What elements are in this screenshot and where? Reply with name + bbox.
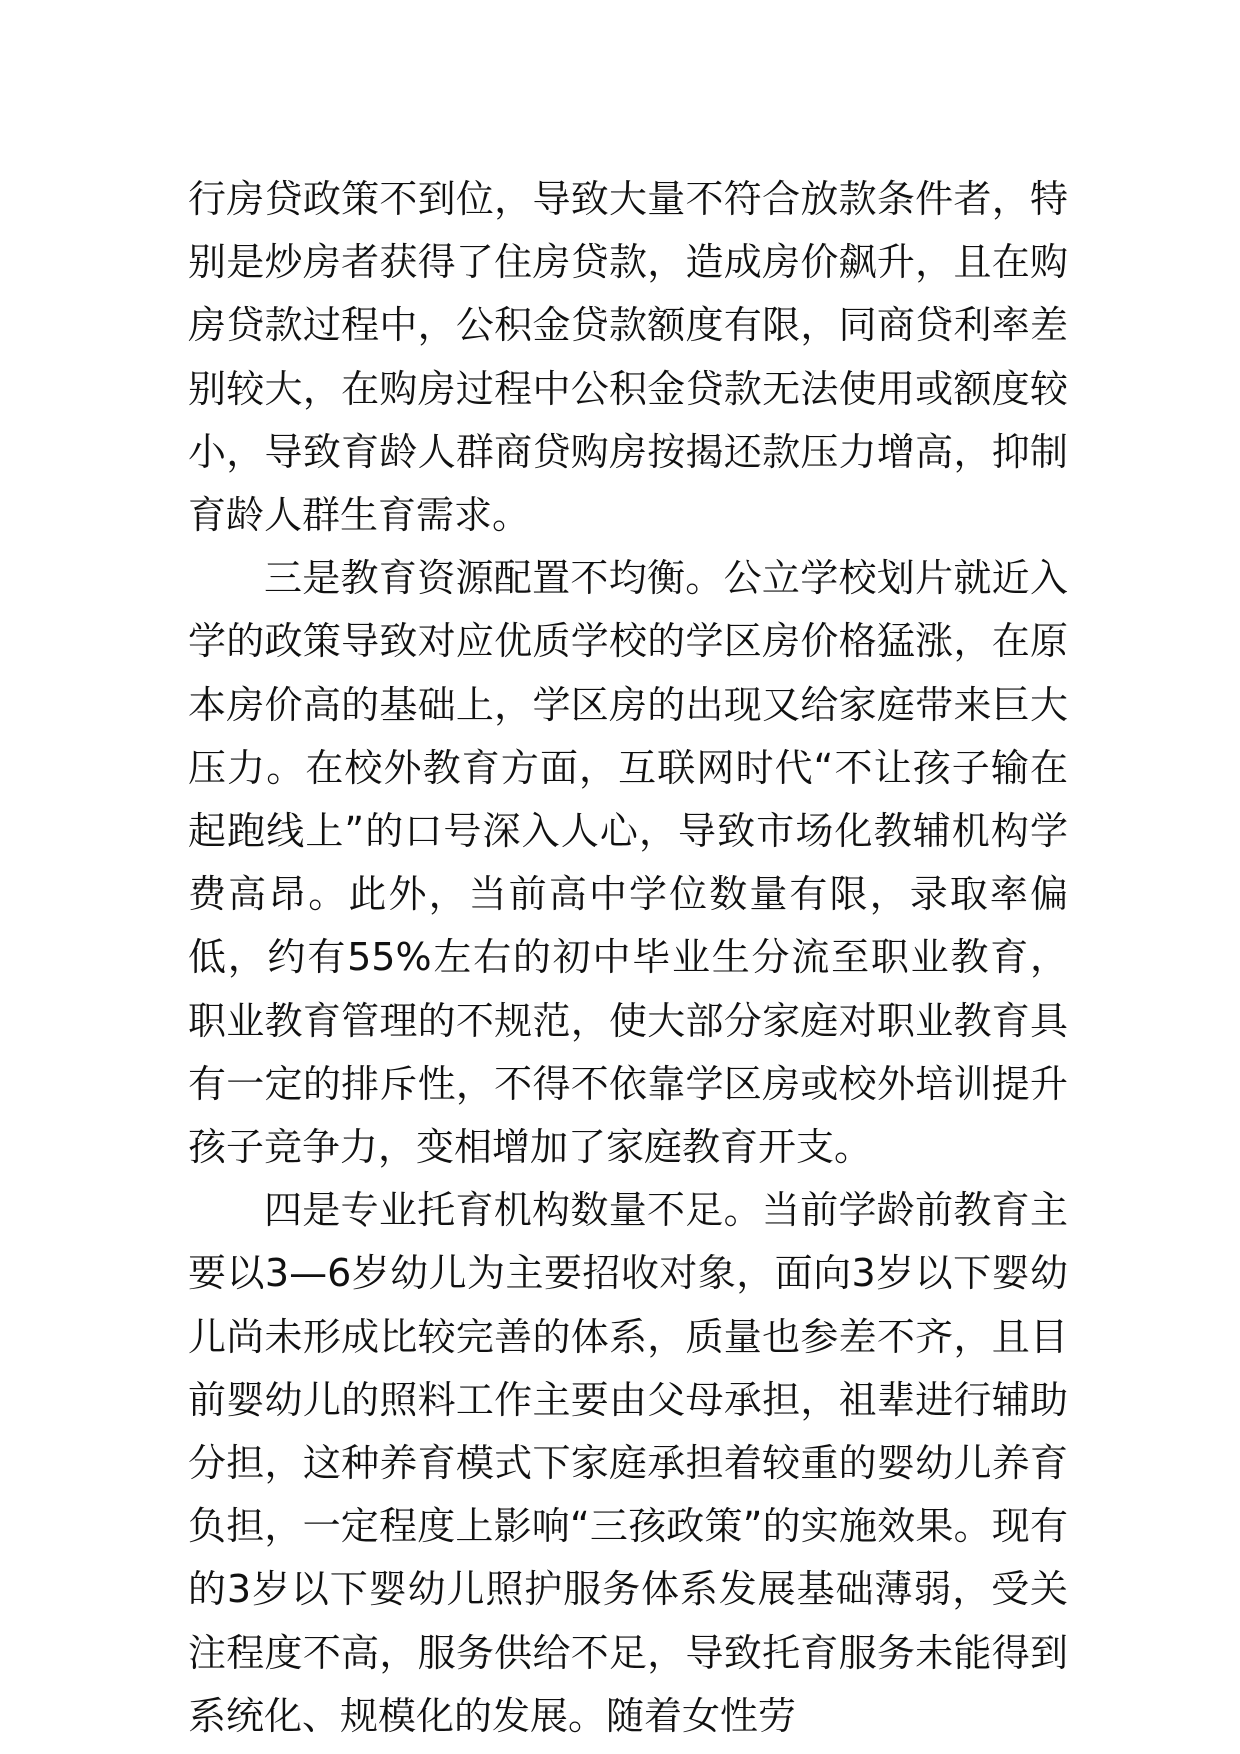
paragraph-education-resources: 三是教育资源配置不均衡。公立学校划片就近入学的政策导致对应优质学校的学区房价格猛涨，在原本房价高的基础上，学区房的出现又给家庭带来巨大压力。在校外教育方面，互联网时代“不让孩子输在起跑线上”的口号深入人心，导致市场化教辅机构学费高昂。此外，当前高中学位数量有限，录取率偏低，约有55%左右的初中毕业生分流至职业教育，职业教育管理的不规范，使大部分家庭对职业教育具有一定的排斥性，不得不依靠学区房或校外培训提升孩子竞争力，变相增加了家庭教育开支。	[188, 556, 1068, 1170]
paragraph-housing-loan: 行房贷政策不到位，导致大量不符合放款条件者，特别是炒房者获得了住房贷款，造成房价飙升，且在购房贷款过程中，公积金贷款额度有限，同商贷利率差别较大，在购房过程中公积金贷款无法使用或额度较小，导致育龄人群商贷购房按揭还款压力增高，抑制育龄人群生育需求。	[188, 177, 1068, 538]
document-body	[188, 168, 1068, 1748]
paragraph-childcare-institutions: 四是专业托育机构数量不足。当前学龄前教育主要以3—6岁幼儿为主要招收对象，面向3岁以下婴幼儿尚未形成比较完善的体系，质量也参差不齐，且目前婴幼儿的照料工作主要由父母承担，祖辈进行辅助分担，这种养育模式下家庭承担着较重的婴幼儿养育负担，一定程度上影响“三孩政策”的实施效果。现有的3岁以下婴幼儿照护服务体系发展基础薄弱，受关注程度不高，服务供给不足，导致托育服务未能得到系统化、规模化的发展。随着女性劳	[188, 1188, 1068, 1738]
